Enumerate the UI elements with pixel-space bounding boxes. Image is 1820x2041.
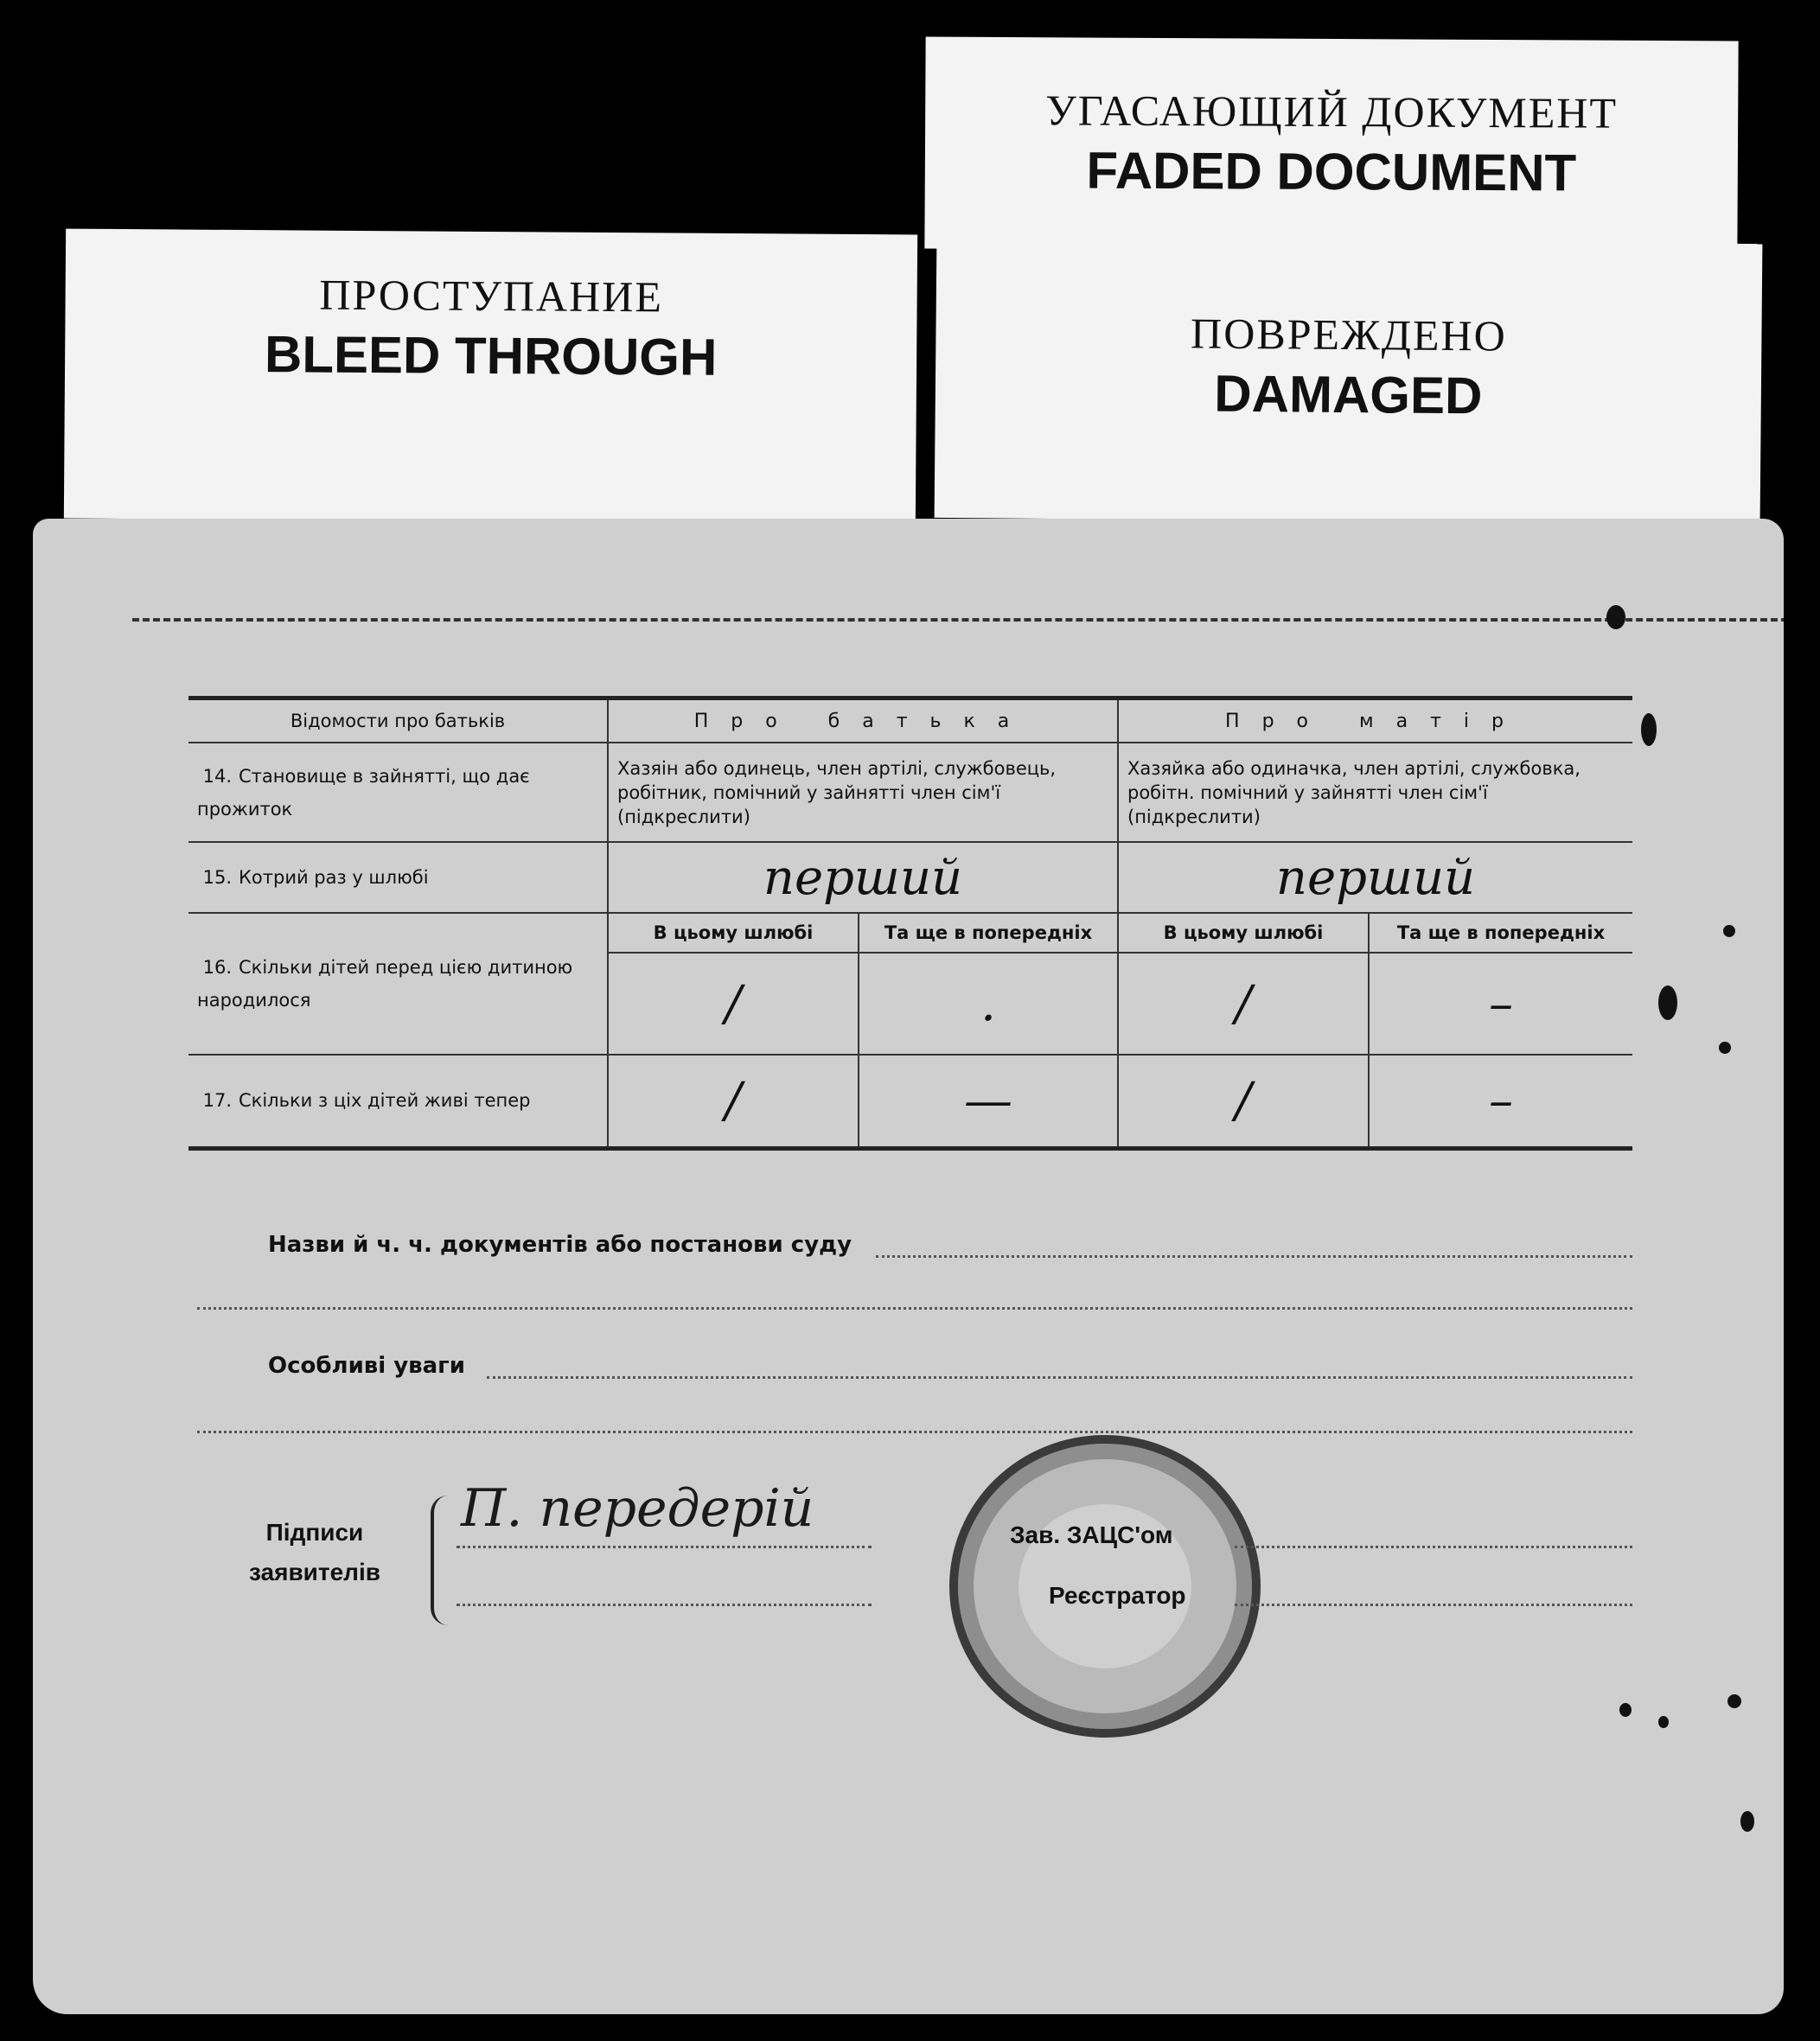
head-signature-line: [1235, 1546, 1632, 1548]
signatures-brace: [431, 1496, 460, 1625]
q16-father-previous: .: [859, 953, 1118, 1055]
registry-form-page: [33, 519, 1784, 2014]
q17-text: Скільки з ціх дітей живі тепер: [239, 1090, 531, 1112]
header-father: Про батька: [608, 698, 1118, 743]
notice-damaged-ru: ПОВРЕЖДЕНО: [1190, 309, 1508, 360]
notice-damaged-en: DAMAGED: [1214, 364, 1483, 425]
notice-faded-en: FADED DOCUMENT: [1086, 141, 1577, 202]
q15-label: [188, 842, 608, 913]
q17-number: 17.: [202, 1090, 232, 1112]
q14-label: [188, 743, 608, 842]
remarks-dotted-line: [487, 1376, 1632, 1379]
remarks-dotted-line-2: [197, 1431, 1632, 1433]
ink-blot: [1658, 1716, 1669, 1728]
subhead-father-this-marriage: В цьому шлюбі: [608, 913, 859, 953]
ink-blot: [1658, 985, 1677, 1020]
parents-info-table: [188, 696, 1632, 1151]
ink-blot: [1641, 713, 1657, 746]
notice-bleed-en: BLEED THROUGH: [264, 325, 718, 386]
registrar-signature-line: [1235, 1604, 1632, 1606]
q16-label: [188, 913, 608, 1055]
q16-text: Скільки дітей перед цією дитиною народилося: [197, 957, 573, 1011]
bleed-through-notice: [64, 229, 917, 525]
documents-dotted-line-2: [197, 1307, 1632, 1310]
damaged-notice: [935, 237, 1763, 525]
ink-blot: [1727, 1694, 1741, 1708]
signatures-label: [249, 1513, 380, 1592]
signatures-label-line2: заявителів: [249, 1559, 380, 1585]
q17-father-previous: —: [859, 1055, 1118, 1148]
q16-father-this: /: [608, 953, 859, 1055]
subhead-mother-this-marriage: В цьому шлюбі: [1118, 913, 1369, 953]
header-parents-info: Відомости про батьків: [188, 698, 608, 743]
remarks-label: Особливі уваги: [268, 1353, 465, 1379]
q17-mother-previous: –: [1369, 1055, 1632, 1148]
ink-blot: [1723, 925, 1735, 937]
q16-number: 16.: [202, 957, 232, 978]
subhead-father-previous: Та ще в попередніх: [859, 913, 1118, 953]
q15-father-value: перший: [608, 842, 1118, 913]
perforation-line: [132, 618, 1784, 622]
head-of-registry-label: Зав. ЗАЦС'ом: [1010, 1521, 1173, 1548]
signatures-label-line1: Підписи: [265, 1519, 364, 1546]
applicant-signature-line: [457, 1546, 872, 1548]
applicant-signature: П. передерій: [461, 1478, 814, 1539]
q15-number: 15.: [202, 867, 232, 888]
notice-bleed-ru: ПРОСТУПАНИЕ: [319, 270, 664, 322]
ink-blot: [1740, 1811, 1754, 1832]
q16-mother-previous: –: [1369, 953, 1632, 1055]
q14-father-options: Хазяін або одинець, член артілі, службовець, робітник, помічний у зайнятті член сім'ї (підкреслити): [608, 743, 1118, 842]
ink-blot: [1619, 1703, 1632, 1717]
q14-mother-options: Хазяйка або одиначка, член артілі, службовка, робітн. помічний у зайнятті член сім'ї (підкреслити): [1118, 743, 1632, 842]
q15-text: Котрий раз у шлюбі: [239, 867, 429, 888]
q17-father-this: /: [608, 1055, 859, 1148]
registrar-label: Реєстратор: [1049, 1582, 1186, 1609]
q17-mother-this: /: [1118, 1055, 1369, 1148]
ink-blot: [1719, 1042, 1731, 1054]
documents-label: Назви й ч. ч. документів або постанови суду: [268, 1232, 853, 1258]
q15-mother-value: перший: [1118, 842, 1632, 913]
notice-faded-ru: УГАСАЮЩИЙ ДОКУМЕНТ: [1045, 86, 1619, 137]
faded-document-notice: [924, 37, 1738, 253]
documents-dotted-line: [876, 1255, 1632, 1258]
header-mother: Про матір: [1118, 698, 1632, 743]
q14-text: Становище в зайнятті, що дає прожиток: [197, 765, 530, 820]
ink-blot: [1606, 605, 1625, 629]
applicant-signature-line-2: [457, 1604, 872, 1606]
q16-mother-this: /: [1118, 953, 1369, 1055]
q14-number: 14.: [202, 765, 232, 787]
subhead-mother-previous: Та ще в попередніх: [1369, 913, 1632, 953]
q17-label: [188, 1055, 608, 1148]
